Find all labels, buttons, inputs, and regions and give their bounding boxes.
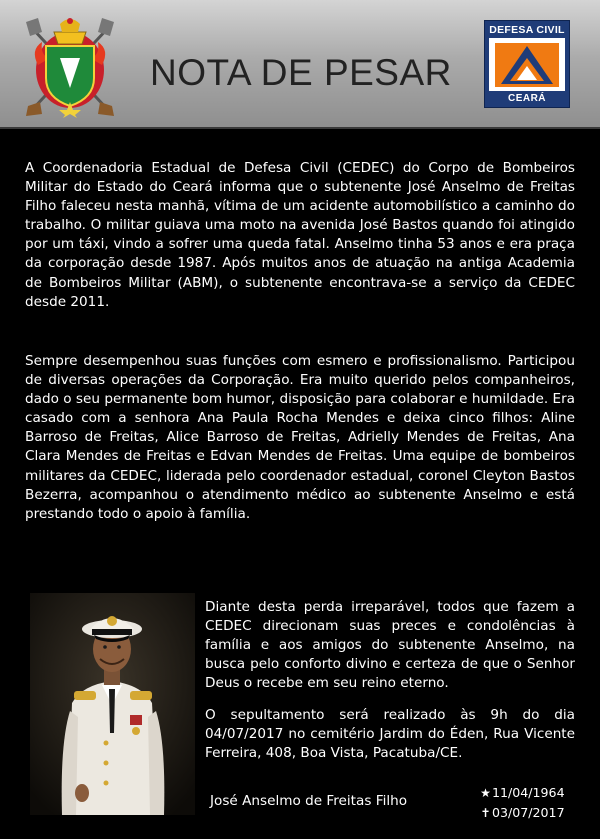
fire-department-crest-icon — [20, 10, 120, 118]
paragraph-condolences: Diante desta perda irreparável, todos que fazem a CEDEC direcionam suas preces e condolências à família e aos amigos do subtenente Anselmo, na busca pelo conforto divino e certeza de que o Senhor Deus o recebe em seu reino eterno. — [205, 599, 575, 692]
logo-emblem-box — [489, 38, 565, 91]
logo-text-top: DEFESA CIVIL — [489, 24, 565, 36]
header-banner — [0, 0, 600, 129]
officer-portrait-image — [30, 593, 195, 815]
civil-defense-triangle-icon — [489, 38, 565, 91]
life-dates — [479, 783, 565, 823]
paragraph-career: Sempre desempenhou suas funções com esmero e profissionalismo. Participou de diversas operações da Corporação. Era muito querido pelos companheiros, dado o seu permanente bom humor, disposição para colaborar e humildade. Era casado com a senhora Ana Paula Rocha Mendes e deixa cinco filhos: Aline Barroso de Freitas, Alice Barroso de Freitas, Adrielly Mendes de Freitas, Ana Clara Mendes de Freitas e Edvan Mendes de Freitas. Uma equipe de bombeiros militares da CEDEC, liderada pelo coordenador estadual, coronel Cleyton Bastos Bezerra, acompanhou o atendimento médico ao subtenente Anselmo e está prestando todo o apoio à família. — [25, 353, 575, 522]
portrait-photo — [30, 593, 195, 815]
paragraph-funeral-details: O sepultamento será realizado às 9h do dia 04/07/2017 no cemitério Jardim do Éden, Rua Vicente Ferreira, 408, Boa Vista, Pacatuba/CE. — [205, 707, 575, 762]
death-row — [479, 803, 565, 823]
deceased-name: José Anselmo de Freitas Filho — [210, 793, 408, 809]
cross-icon: ✝ — [480, 806, 491, 820]
birth-date: 11/04/1964 — [492, 785, 565, 800]
birth-row — [479, 783, 565, 803]
defesa-civil-logo — [484, 20, 570, 108]
paragraph-announcement: A Coordenadoria Estadual de Defesa Civil (CEDEC) do Corpo de Bombeiros Militar do Estado do Ceará informa que o subtenente José Anselmo de Freitas Filho faleceu nesta manhã, vítima de um acidente automobilístico a caminho do trabalho. O militar guiava uma moto na avenida José Bastos quando foi atingido por um táxi, vindo a sofrer uma queda fatal. Anselmo tinha 53 anos e era praça da corporação desde 1987. Após muitos anos de atuação na antiga Academia de Bombeiros Militar (ABM), o subtenente encontrava-se a serviço da CEDEC desde 2011. — [25, 160, 575, 310]
star-icon: ★ — [480, 786, 491, 800]
page-title: NOTA DE PESAR — [150, 52, 452, 93]
death-date: 03/07/2017 — [492, 805, 565, 820]
logo-text-bottom: CEARÁ — [507, 93, 547, 104]
